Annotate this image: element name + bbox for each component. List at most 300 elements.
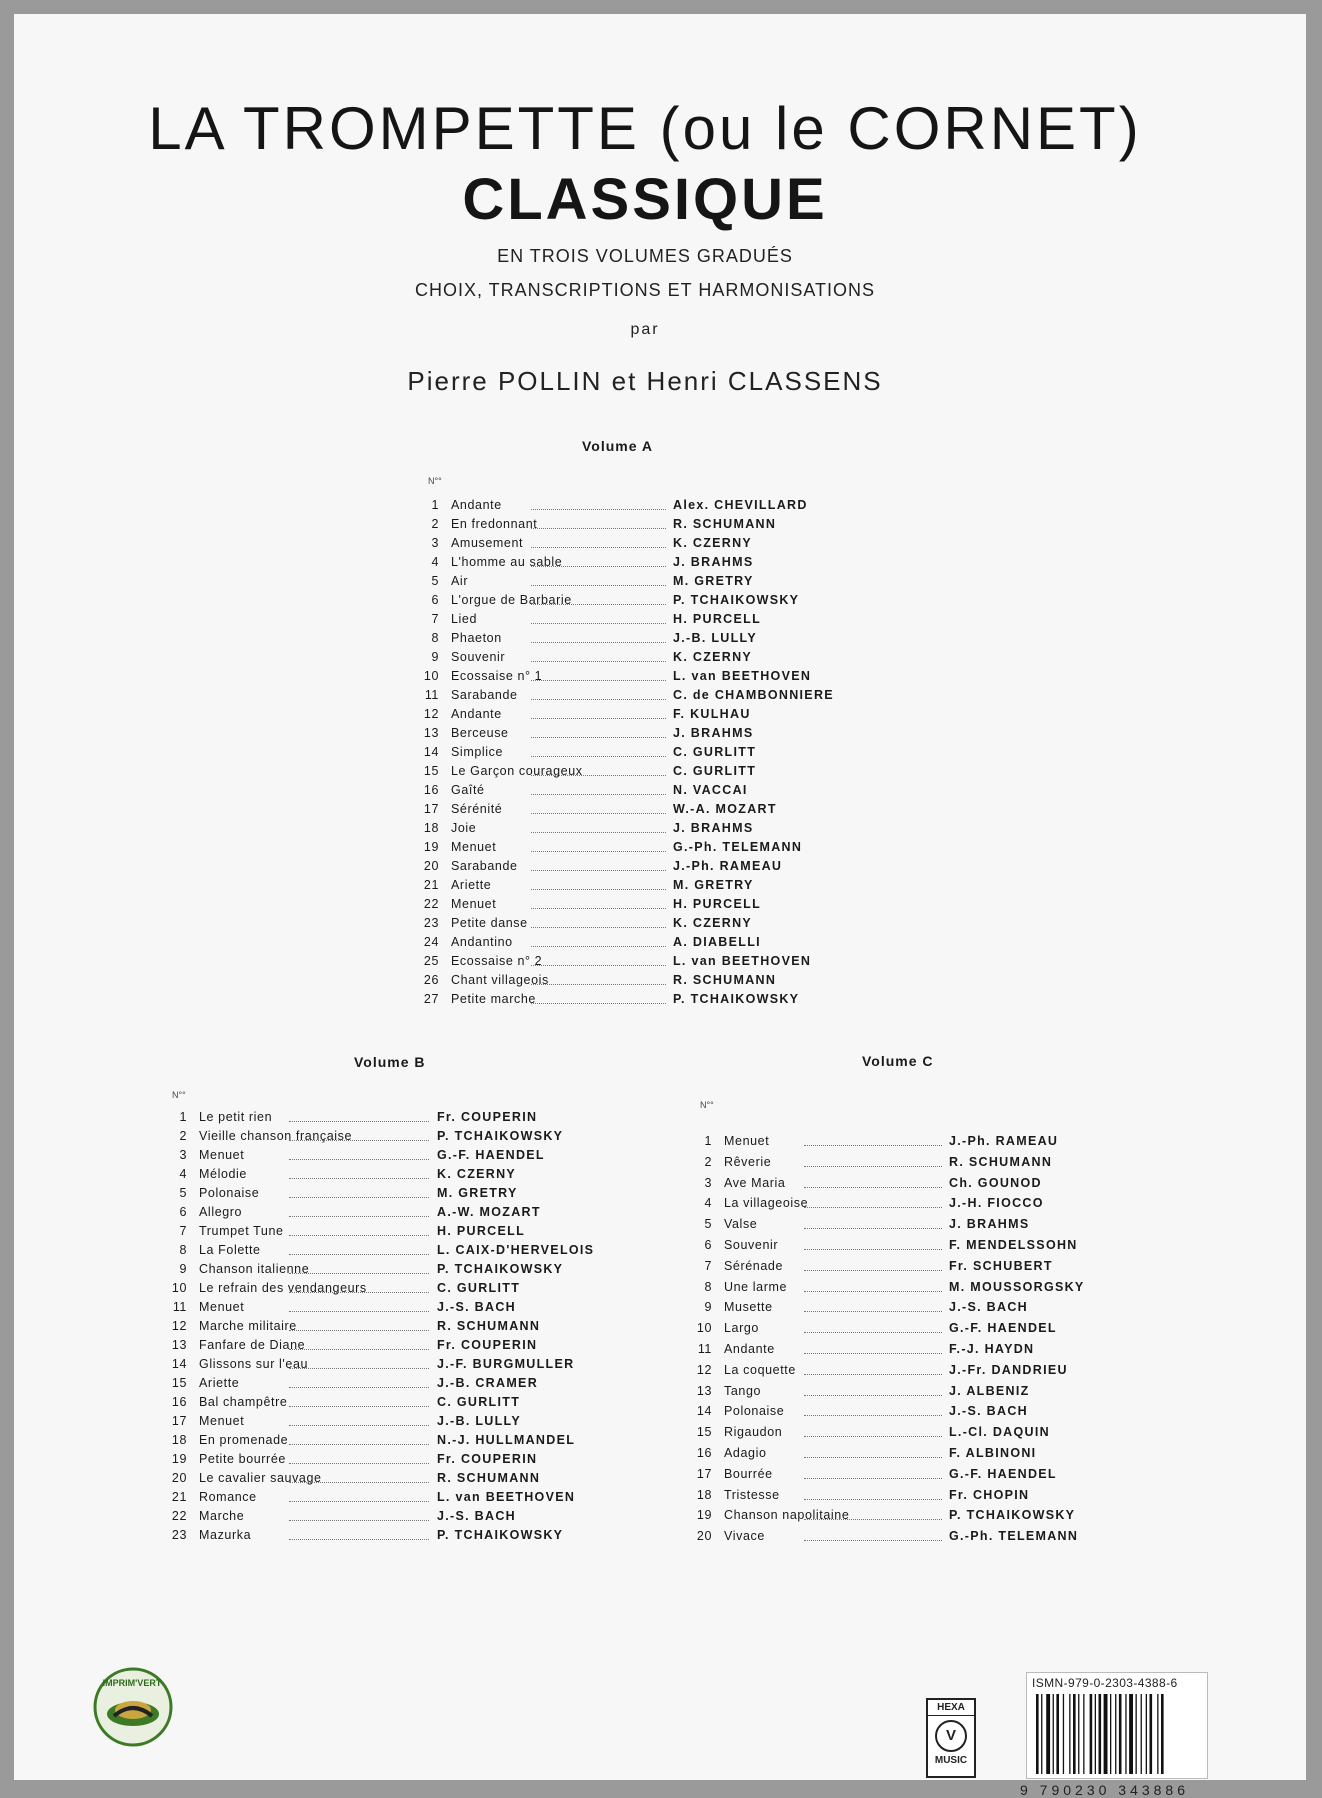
volume-c-list bbox=[694, 1134, 1154, 1550]
item-number: 6 bbox=[179, 1205, 187, 1219]
barcode-bar bbox=[1083, 1694, 1084, 1774]
piece-title: Rigaudon bbox=[724, 1425, 783, 1440]
item-number: 14 bbox=[696, 1404, 712, 1419]
composer-name: G.-F. HAENDEL bbox=[437, 1148, 545, 1162]
list-item bbox=[421, 821, 891, 840]
ismn-code: ISMN-979-0-2303-4388-6 bbox=[1032, 1676, 1178, 1690]
piece-title: Le refrain des vendangeurs bbox=[199, 1281, 367, 1295]
composer-name: P. TCHAIKOWSKY bbox=[437, 1262, 564, 1276]
dot-leader bbox=[804, 1391, 942, 1396]
composer-name: G.-Ph. TELEMANN bbox=[949, 1529, 1079, 1544]
dot-leader bbox=[289, 1155, 429, 1160]
item-number: 2 bbox=[431, 517, 439, 531]
dot-leader bbox=[289, 1497, 429, 1502]
piece-title: Vieille chanson française bbox=[199, 1129, 353, 1143]
barcode-bar bbox=[1069, 1694, 1070, 1774]
composer-name: Fr. COUPERIN bbox=[437, 1338, 538, 1352]
item-number: 8 bbox=[431, 631, 439, 645]
list-item bbox=[421, 859, 891, 878]
list-item bbox=[694, 1342, 1154, 1363]
composer-name: G.-F. HAENDEL bbox=[949, 1321, 1057, 1336]
composer-name: J.-S. BACH bbox=[949, 1404, 1028, 1419]
list-item bbox=[169, 1300, 649, 1319]
list-item bbox=[169, 1357, 649, 1376]
item-number: 6 bbox=[704, 1237, 712, 1252]
dot-leader bbox=[289, 1174, 429, 1179]
piece-title: Ecossaise n° 2 bbox=[451, 954, 543, 968]
authors: Pierre POLLIN et Henri CLASSENS bbox=[407, 366, 883, 396]
item-number: 10 bbox=[423, 669, 439, 683]
composer-name: L. CAIX-D'HERVELOIS bbox=[437, 1243, 595, 1257]
list-item bbox=[421, 954, 891, 973]
item-number: 21 bbox=[423, 878, 439, 892]
volume-a-list bbox=[421, 498, 891, 1011]
list-item bbox=[694, 1384, 1154, 1405]
item-number: 9 bbox=[704, 1300, 712, 1315]
dot-leader bbox=[289, 1459, 429, 1464]
list-item bbox=[421, 688, 891, 707]
item-number: 7 bbox=[179, 1224, 187, 1238]
piece-title: En promenade bbox=[199, 1433, 289, 1447]
item-number: 4 bbox=[704, 1196, 712, 1211]
item-number: 10 bbox=[171, 1281, 187, 1295]
composer-name: J. BRAHMS bbox=[673, 726, 754, 740]
piece-title: L'orgue de Barbarie bbox=[451, 593, 572, 607]
item-number: 18 bbox=[696, 1487, 712, 1502]
composer-name: C. GURLITT bbox=[437, 1281, 521, 1295]
item-number: 20 bbox=[696, 1529, 712, 1544]
title-line-1: LA TROMPETTE (ou le CORNET) bbox=[148, 95, 1142, 162]
composer-name: C. GURLITT bbox=[673, 764, 757, 778]
composer-name: J. BRAHMS bbox=[949, 1217, 1030, 1232]
list-item bbox=[169, 1224, 649, 1243]
list-item bbox=[421, 935, 891, 954]
composer-name: J.-F. BURGMULLER bbox=[437, 1357, 575, 1371]
by-label: par bbox=[630, 321, 660, 338]
dot-leader bbox=[531, 505, 666, 510]
dot-leader bbox=[804, 1453, 942, 1458]
item-number: 7 bbox=[431, 612, 439, 626]
list-item bbox=[421, 840, 891, 859]
dot-leader bbox=[804, 1224, 942, 1229]
list-item bbox=[421, 593, 891, 612]
dot-leader bbox=[531, 600, 666, 605]
dot-leader bbox=[531, 638, 666, 643]
item-number: 11 bbox=[424, 688, 439, 702]
composer-name: R. SCHUMANN bbox=[673, 517, 777, 531]
piece-title: Bal champêtre bbox=[199, 1395, 288, 1409]
barcode-bar bbox=[1129, 1694, 1133, 1774]
dot-leader bbox=[289, 1478, 429, 1483]
item-number: 18 bbox=[171, 1433, 187, 1447]
list-item bbox=[169, 1452, 649, 1471]
item-number: 25 bbox=[423, 954, 439, 968]
list-item bbox=[694, 1404, 1154, 1425]
piece-title: Sarabande bbox=[451, 688, 518, 702]
item-number: 3 bbox=[179, 1148, 187, 1162]
piece-title: En fredonnant bbox=[451, 517, 538, 531]
dot-leader bbox=[531, 581, 666, 586]
list-item bbox=[169, 1319, 649, 1338]
dot-leader bbox=[289, 1402, 429, 1407]
piece-title: Polonaise bbox=[199, 1186, 260, 1200]
volume-c-nos-label: N°° bbox=[700, 1100, 714, 1110]
subtitle-volumes: EN TROIS VOLUMES GRADUÉS bbox=[497, 246, 793, 266]
dot-leader bbox=[531, 562, 666, 567]
composer-name: Fr. COUPERIN bbox=[437, 1452, 538, 1466]
piece-title: Ecossaise n° 1 bbox=[451, 669, 543, 683]
list-item bbox=[694, 1321, 1154, 1342]
composer-name: L. van BEETHOVEN bbox=[673, 669, 812, 683]
list-item bbox=[694, 1467, 1154, 1488]
composer-name: R. SCHUMANN bbox=[437, 1471, 541, 1485]
list-item bbox=[169, 1376, 649, 1395]
item-number: 12 bbox=[423, 707, 439, 721]
title-line-2: CLASSIQUE bbox=[462, 167, 828, 232]
composer-name: F. ALBINONI bbox=[949, 1445, 1037, 1460]
list-item bbox=[694, 1217, 1154, 1238]
dot-leader bbox=[289, 1269, 429, 1274]
piece-title: Souvenir bbox=[451, 650, 506, 664]
dot-leader bbox=[531, 619, 666, 624]
item-number: 13 bbox=[423, 726, 439, 740]
piece-title: Romance bbox=[199, 1490, 257, 1504]
composer-name: Alex. CHEVILLARD bbox=[673, 498, 808, 512]
barcode-bar bbox=[1125, 1694, 1126, 1774]
item-number: 1 bbox=[704, 1134, 712, 1148]
list-item bbox=[169, 1528, 649, 1547]
composer-name: F. KULHAU bbox=[673, 707, 751, 721]
composer-name: L. van BEETHOVEN bbox=[673, 954, 812, 968]
item-number: 17 bbox=[696, 1466, 712, 1481]
piece-title: Chant villageois bbox=[451, 973, 549, 987]
dot-leader bbox=[531, 733, 666, 738]
dot-leader bbox=[804, 1162, 942, 1167]
list-item bbox=[694, 1280, 1154, 1301]
dot-leader bbox=[289, 1307, 429, 1312]
barcode-bar bbox=[1036, 1694, 1039, 1774]
dot-leader bbox=[804, 1203, 942, 1208]
piece-title: Petite danse bbox=[451, 916, 528, 930]
dot-leader bbox=[289, 1136, 429, 1141]
composer-name: J.-S. BACH bbox=[949, 1300, 1028, 1315]
dot-leader bbox=[531, 676, 666, 681]
piece-title: Tango bbox=[724, 1383, 762, 1398]
composer-name: C. GURLITT bbox=[673, 745, 757, 759]
dot-leader bbox=[531, 923, 666, 928]
item-number: 20 bbox=[423, 859, 439, 873]
composer-name: P. TCHAIKOWSKY bbox=[437, 1129, 564, 1143]
piece-title: Vivace bbox=[724, 1529, 765, 1544]
item-number: 1 bbox=[179, 1110, 187, 1124]
dot-leader bbox=[531, 695, 666, 700]
item-number: 15 bbox=[696, 1425, 712, 1440]
list-item bbox=[694, 1363, 1154, 1384]
piece-title: Valse bbox=[724, 1217, 758, 1232]
item-number: 13 bbox=[171, 1338, 187, 1352]
item-number: 4 bbox=[179, 1167, 187, 1181]
volume-a-nos-label: N°° bbox=[428, 476, 442, 486]
piece-title: Menuet bbox=[199, 1300, 245, 1314]
piece-title: Lied bbox=[451, 612, 478, 626]
item-number: 9 bbox=[179, 1262, 187, 1276]
piece-title: Gaîté bbox=[451, 783, 485, 797]
composer-name: J. ALBENIZ bbox=[949, 1383, 1030, 1398]
item-number: 16 bbox=[423, 783, 439, 797]
list-item bbox=[421, 669, 891, 688]
composer-name: R. SCHUMANN bbox=[673, 973, 777, 987]
dot-leader bbox=[289, 1535, 429, 1540]
barcode-bar bbox=[1053, 1694, 1054, 1774]
composer-name: F.-J. HAYDN bbox=[949, 1341, 1035, 1356]
list-item bbox=[694, 1134, 1154, 1155]
dot-leader bbox=[289, 1193, 429, 1198]
piece-title: La coquette bbox=[724, 1362, 796, 1377]
composer-name: J.-Ph. RAMEAU bbox=[673, 859, 783, 873]
piece-title: Andantino bbox=[451, 935, 513, 949]
piece-title: Marche bbox=[199, 1509, 245, 1523]
dot-leader bbox=[289, 1117, 429, 1122]
item-number: 14 bbox=[423, 745, 439, 759]
piece-title: Une larme bbox=[724, 1279, 788, 1294]
piece-title: Andante bbox=[724, 1341, 775, 1356]
item-number: 2 bbox=[179, 1129, 187, 1143]
piece-title: Phaeton bbox=[451, 631, 502, 645]
dot-leader bbox=[531, 809, 666, 814]
composer-name: R. SCHUMANN bbox=[949, 1154, 1053, 1169]
piece-title: Allegro bbox=[199, 1205, 243, 1219]
list-item bbox=[694, 1155, 1154, 1176]
item-number: 8 bbox=[179, 1243, 187, 1257]
composer-name: J.-Ph. RAMEAU bbox=[949, 1134, 1059, 1148]
piece-title: Air bbox=[451, 574, 469, 588]
list-item bbox=[694, 1529, 1154, 1550]
barcode-bar bbox=[1146, 1694, 1147, 1774]
list-item bbox=[421, 498, 891, 517]
item-number: 12 bbox=[171, 1319, 187, 1333]
imprim-vert-label: IMPRIM'VERT bbox=[102, 1678, 162, 1688]
dot-leader bbox=[289, 1345, 429, 1350]
piece-title: Fanfare de Diane bbox=[199, 1338, 306, 1352]
item-number: 18 bbox=[423, 821, 439, 835]
barcode-bar bbox=[1063, 1694, 1064, 1774]
piece-title: Chanson italienne bbox=[199, 1262, 310, 1276]
list-item bbox=[421, 650, 891, 669]
barcode-number: 9 790230 343886 bbox=[1020, 1782, 1189, 1798]
list-item bbox=[694, 1196, 1154, 1217]
dot-leader bbox=[804, 1287, 942, 1292]
volume-b-nos-label: N°° bbox=[172, 1090, 186, 1100]
dot-leader bbox=[804, 1328, 942, 1333]
piece-title: La Folette bbox=[199, 1243, 261, 1257]
piece-title: Rêverie bbox=[724, 1154, 772, 1169]
item-number: 2 bbox=[704, 1154, 712, 1169]
piece-title: Marche militaire bbox=[199, 1319, 297, 1333]
composer-name: K. CZERNY bbox=[437, 1167, 517, 1181]
list-item bbox=[694, 1176, 1154, 1197]
volume-b-list bbox=[169, 1110, 649, 1547]
dot-leader bbox=[804, 1474, 942, 1479]
item-number: 16 bbox=[171, 1395, 187, 1409]
dot-leader bbox=[531, 999, 666, 1004]
composer-name: C. de CHAMBONNIERE bbox=[673, 688, 834, 702]
barcode-bar bbox=[1157, 1694, 1158, 1774]
composer-name: M. GRETRY bbox=[437, 1186, 518, 1200]
dot-leader bbox=[804, 1141, 942, 1146]
piece-title: Sarabande bbox=[451, 859, 518, 873]
list-item bbox=[169, 1509, 649, 1528]
list-item bbox=[169, 1414, 649, 1433]
piece-title: Chanson napolitaine bbox=[724, 1508, 850, 1523]
item-number: 3 bbox=[704, 1175, 712, 1190]
item-number: 17 bbox=[171, 1414, 187, 1428]
list-item bbox=[169, 1338, 649, 1357]
dot-leader bbox=[804, 1370, 942, 1375]
dot-leader bbox=[531, 752, 666, 757]
subtitle-choices: CHOIX, TRANSCRIPTIONS ET HARMONISATIONS bbox=[414, 280, 876, 300]
piece-title: Menuet bbox=[724, 1134, 770, 1148]
item-number: 20 bbox=[171, 1471, 187, 1485]
list-item bbox=[694, 1259, 1154, 1280]
composer-name: M. GRETRY bbox=[673, 574, 754, 588]
composer-name: H. PURCELL bbox=[673, 612, 761, 626]
list-item bbox=[421, 897, 891, 916]
item-number: 17 bbox=[423, 802, 439, 816]
piece-title: La villageoise bbox=[724, 1196, 809, 1211]
barcode-bar bbox=[1099, 1694, 1102, 1774]
dot-leader bbox=[804, 1536, 942, 1541]
composer-name: H. PURCELL bbox=[673, 897, 761, 911]
list-item bbox=[169, 1243, 649, 1262]
item-number: 1 bbox=[431, 498, 439, 512]
dot-leader bbox=[804, 1307, 942, 1312]
dot-leader bbox=[289, 1212, 429, 1217]
piece-title: Polonaise bbox=[724, 1404, 785, 1419]
composer-name: H. PURCELL bbox=[437, 1224, 525, 1238]
publisher-mark: V bbox=[935, 1720, 967, 1752]
dot-leader bbox=[289, 1421, 429, 1426]
dot-leader bbox=[531, 657, 666, 662]
barcode-bar bbox=[1046, 1694, 1050, 1774]
composer-name: L.-Cl. DAQUIN bbox=[949, 1425, 1050, 1440]
composer-name: R. SCHUMANN bbox=[437, 1319, 541, 1333]
dot-leader bbox=[289, 1516, 429, 1521]
composer-name: J.-S. BACH bbox=[437, 1509, 516, 1523]
piece-title: Largo bbox=[724, 1321, 759, 1336]
dot-leader bbox=[804, 1349, 942, 1354]
composer-name: Fr. SCHUBERT bbox=[949, 1258, 1053, 1273]
barcode-bar bbox=[1078, 1694, 1079, 1774]
piece-title: Mazurka bbox=[199, 1528, 252, 1542]
list-item bbox=[421, 992, 891, 1011]
volume-c-heading: Volume C bbox=[862, 1053, 934, 1069]
composer-name: A. DIABELLI bbox=[673, 935, 761, 949]
barcode-bar bbox=[1150, 1694, 1153, 1774]
piece-title: Musette bbox=[724, 1300, 773, 1315]
dot-leader bbox=[804, 1515, 942, 1520]
piece-title: Tristesse bbox=[724, 1487, 780, 1502]
piece-title: L'homme au sable bbox=[451, 555, 563, 569]
list-item bbox=[169, 1433, 649, 1452]
piece-title: Le Garçon courageux bbox=[451, 764, 583, 778]
imprim-vert-logo bbox=[92, 1666, 174, 1753]
dot-leader bbox=[531, 524, 666, 529]
item-number: 6 bbox=[431, 593, 439, 607]
list-item bbox=[421, 726, 891, 745]
composer-name: J.-B. CRAMER bbox=[437, 1376, 539, 1390]
piece-title: Trumpet Tune bbox=[199, 1224, 284, 1238]
list-item bbox=[421, 574, 891, 593]
composer-name: K. CZERNY bbox=[673, 650, 753, 664]
dot-leader bbox=[804, 1183, 942, 1188]
dot-leader bbox=[531, 543, 666, 548]
list-item bbox=[169, 1110, 649, 1129]
list-item bbox=[169, 1281, 649, 1300]
barcode-bar bbox=[1041, 1694, 1042, 1774]
composer-name: Ch. GOUNOD bbox=[949, 1175, 1042, 1190]
list-item bbox=[694, 1446, 1154, 1467]
composer-name: N.-J. HULLMANDEL bbox=[437, 1433, 576, 1447]
list-item bbox=[694, 1425, 1154, 1446]
composer-name: P. TCHAIKOWSKY bbox=[673, 992, 800, 1006]
piece-title: Ariette bbox=[199, 1376, 240, 1390]
composer-name: J.-H. FIOCCO bbox=[949, 1196, 1044, 1211]
composer-name: J.-B. LULLY bbox=[673, 631, 757, 645]
list-item bbox=[421, 517, 891, 536]
piece-title: Ariette bbox=[451, 878, 492, 892]
piece-title: Menuet bbox=[451, 897, 497, 911]
item-number: 27 bbox=[423, 992, 439, 1006]
piece-title: Mélodie bbox=[199, 1167, 247, 1181]
dot-leader bbox=[289, 1440, 429, 1445]
composer-name: M. MOUSSORGSKY bbox=[949, 1279, 1085, 1294]
list-item bbox=[169, 1490, 649, 1509]
item-number: 24 bbox=[423, 935, 439, 949]
list-item bbox=[169, 1186, 649, 1205]
dot-leader bbox=[531, 790, 666, 795]
list-item bbox=[169, 1205, 649, 1224]
list-item bbox=[694, 1488, 1154, 1509]
item-number: 21 bbox=[171, 1490, 187, 1504]
piece-title: Sérénade bbox=[724, 1258, 784, 1273]
item-number: 12 bbox=[696, 1362, 712, 1377]
list-item bbox=[421, 973, 891, 992]
list-item bbox=[421, 878, 891, 897]
item-number: 10 bbox=[696, 1321, 712, 1336]
volume-a-heading: Volume A bbox=[582, 438, 654, 454]
list-item bbox=[421, 631, 891, 650]
dot-leader bbox=[289, 1326, 429, 1331]
hexa-music-logo bbox=[926, 1698, 976, 1778]
dot-leader bbox=[289, 1383, 429, 1388]
piece-title: Menuet bbox=[199, 1414, 245, 1428]
item-number: 23 bbox=[423, 916, 439, 930]
composer-name: N. VACCAI bbox=[673, 783, 748, 797]
piece-title: Adagio bbox=[724, 1445, 767, 1460]
composer-name: C. GURLITT bbox=[437, 1395, 521, 1409]
item-number: 15 bbox=[423, 764, 439, 778]
list-item bbox=[169, 1262, 649, 1281]
list-item bbox=[421, 707, 891, 726]
dot-leader bbox=[289, 1250, 429, 1255]
piece-title: Menuet bbox=[451, 840, 497, 854]
piece-title: Sérénité bbox=[451, 802, 503, 816]
piece-title: Le petit rien bbox=[199, 1110, 273, 1124]
item-number: 8 bbox=[704, 1279, 712, 1294]
dot-leader bbox=[804, 1432, 942, 1437]
composer-name: J. BRAHMS bbox=[673, 555, 754, 569]
item-number: 13 bbox=[696, 1383, 712, 1398]
